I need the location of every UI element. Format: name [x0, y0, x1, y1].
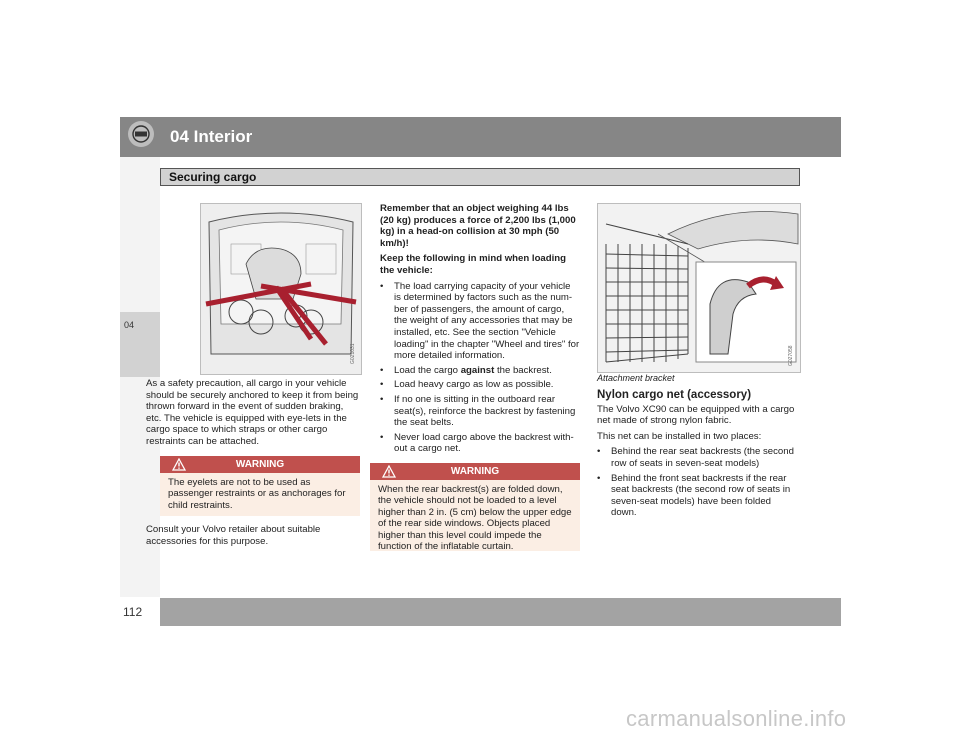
- net-places-paragraph: This net can be installed in two places:: [597, 430, 762, 442]
- list-item: • The load carrying capacity of your vehicle is determined by factors such as the num-ber of passengers, the amount of cargo, the weight of any accessories that may be installed, etc. See the section "Vehicle loading" in the chapter "Wheel and tires" for more detailed information.: [380, 281, 580, 362]
- consult-paragraph: Consult your Volvo retailer about suitable accessories for this purpose.: [146, 524, 321, 547]
- cargo-net-illustration: [597, 203, 801, 373]
- list-item: • Behind the front seat backrests if the rear seat backrests (the second row of seats in seven-seat models) have been folded down.: [597, 473, 799, 519]
- warning-text: The eyelets are not to be used as passenger restraints or as anchorages for child restraints.: [168, 477, 346, 511]
- warning-title: WARNING: [450, 466, 500, 477]
- list-item: [380, 365, 580, 377]
- chapter-tab: [120, 312, 160, 377]
- net-intro-paragraph: The Volvo XC90 can be equipped with a cargo net made of strong nylon fabric.: [597, 403, 795, 427]
- list-item: • Behind the rear seat backrests (the second row of seats in seven-seat models): [597, 446, 799, 469]
- stroller-cargo-drawing: [201, 204, 361, 374]
- column-1: [146, 378, 360, 452]
- warning-box-backrest: [370, 463, 580, 551]
- page-number: 112: [123, 605, 143, 619]
- section-title: Securing cargo: [169, 170, 257, 184]
- page-number-box: [120, 598, 160, 626]
- cargo-straps-illustration: [200, 203, 362, 375]
- watermark-text: carmanualsonline.info: [626, 706, 847, 731]
- warning-title: WARNING: [235, 459, 285, 470]
- list-item: • Load heavy cargo as low as possible.: [380, 379, 580, 391]
- list-item-text: the backrest.: [494, 364, 552, 376]
- remember-paragraph: Remember that an object weighing 44 lbs (20 kg) produces a force of 2,200 lbs (1,000 kg) in a head-on collision at 30 mph (50 km/h)!: [380, 203, 576, 249]
- list-item-text: Load the cargo: [394, 364, 461, 376]
- warning-triangle-icon: [172, 458, 186, 471]
- warning-triangle-icon: [382, 465, 396, 478]
- volvo-logo-icon: [127, 119, 155, 147]
- chapter-tab-label: 04: [124, 320, 135, 330]
- section-title-bar: [160, 168, 800, 186]
- warning-header: [370, 463, 580, 480]
- keep-in-mind-paragraph: Keep the following in mind when loading the vehicle:: [380, 253, 567, 276]
- column-3: [597, 390, 799, 522]
- figure-caption: Attachment bracket: [597, 373, 675, 383]
- column-2: [380, 203, 580, 458]
- footer-bar: [120, 598, 841, 626]
- list-item: • If no one is sitting in the outboard rear seat(s), reinforce the backrest by fastening the seat belts.: [380, 394, 580, 429]
- list-item-emphasis: against: [460, 364, 495, 376]
- net-places-list: [597, 446, 799, 519]
- list-item: • Never load cargo above the backrest with-out a cargo net.: [380, 432, 580, 455]
- warning-box-eyelets: [160, 456, 360, 516]
- chapter-title: 04 Interior: [170, 127, 253, 146]
- figure-code: G021031: [350, 343, 356, 364]
- warning-text: When the rear backrest(s) are folded down, the vehicle should not be loaded to a level higher than 2 in. (5 cm) below the upper edge of the rear side windows. Objects placed higher than this level could impede the function of the inflatable curtain.: [378, 484, 572, 553]
- figure-code: G027058: [788, 345, 794, 366]
- section-heading: Nylon cargo net (accessory): [597, 389, 752, 401]
- intro-paragraph: As a safety precaution, all cargo in your vehicle should be securely anchored to keep it from being thrown forward in the event of sudden braking, etc. The vehicle is equipped with eye-lets in the cargo space to which straps or other cargo restraints can be attached.: [146, 378, 359, 447]
- loading-tips-list: [380, 281, 580, 455]
- cargo-net-drawing: [598, 204, 800, 372]
- warning-header: [160, 456, 360, 473]
- consult-paragraph-block: [146, 524, 360, 551]
